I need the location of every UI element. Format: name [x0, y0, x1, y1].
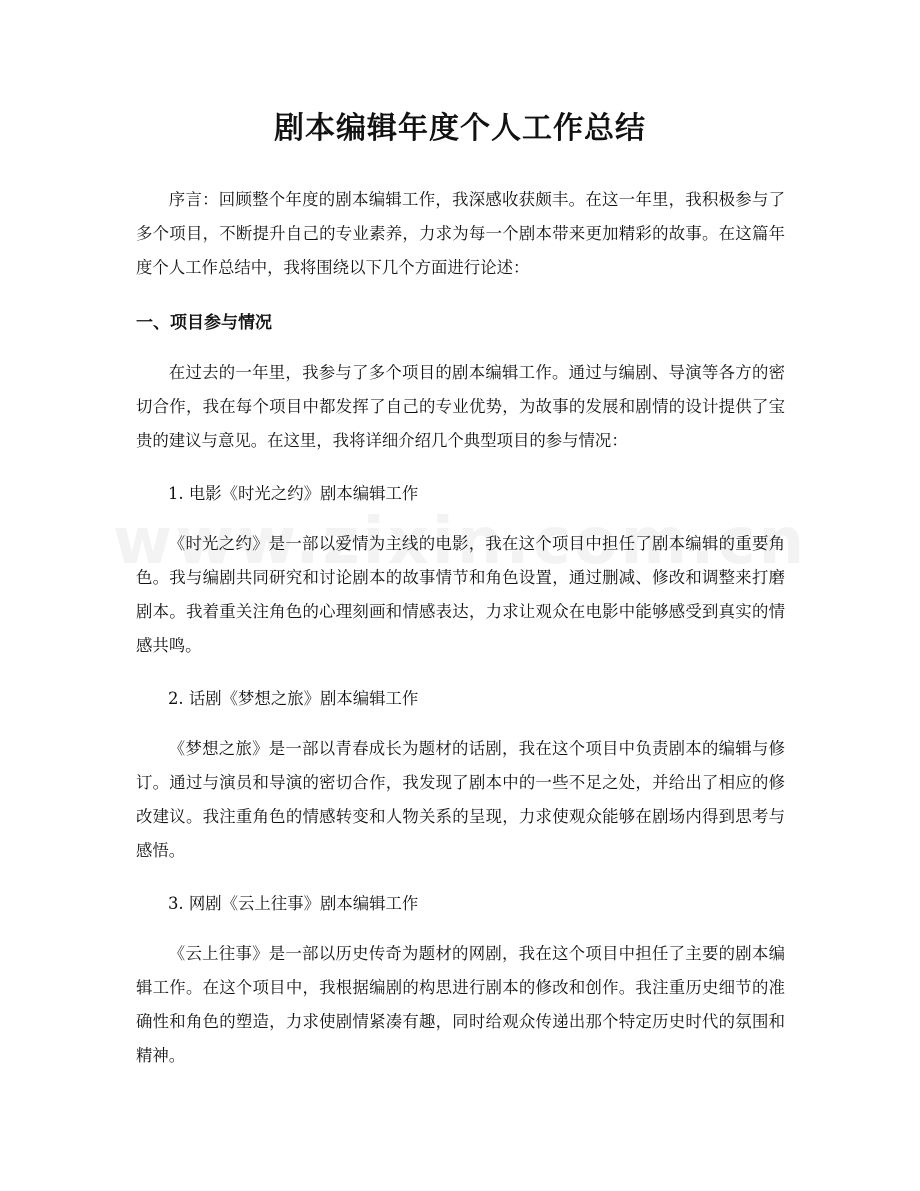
item-heading: 1. 电影《时光之约》剧本编辑工作 — [168, 484, 419, 503]
item-2-heading-block — [136, 682, 785, 716]
item-3-body-block — [136, 937, 785, 1073]
item-heading: 2. 话剧《梦想之旅》剧本编辑工作 — [168, 689, 419, 708]
item-paragraph: 《云上往事》是一部以历史传奇为题材的网剧，我在这个项目中担任了主要的剧本编辑工作。在这个项目中，我根据编剧的构思进行剧本的修改和创作。我注重历史细节的准确性和角色的塑造，力求使剧情紧凑有趣，同时给观众传递出那个特定历史时代的氛围和精神。 — [136, 944, 785, 1065]
page-title: 剧本编辑年度个人工作总结 — [274, 111, 646, 146]
intro-paragraph: 序言：回顾整个年度的剧本编辑工作，我深感收获颇丰。在这一年里，我积极参与了多个项目，不断提升自己的专业素养，力求为每一个剧本带来更加精彩的故事。在这篇年度个人工作总结中，我将围绕以下几个方面进行论述： — [136, 190, 785, 277]
item-1-heading-block — [136, 477, 785, 511]
intro-block — [136, 183, 785, 285]
item-2-body-block — [136, 732, 785, 868]
section-heading: 一、项目参与情况 — [136, 313, 272, 333]
item-1-body-block — [136, 527, 785, 663]
item-3-heading-block — [136, 887, 785, 921]
item-paragraph: 《梦想之旅》是一部以青春成长为题材的话剧，我在这个项目中负责剧本的编辑与修订。通过与演员和导演的密切合作，我发现了剧本中的一些不足之处，并给出了相应的修改建议。我注重角色的情感转变和人物关系的呈现，力求使观众能够在剧场内得到思考与感悟。 — [136, 739, 785, 860]
section-1-body — [136, 356, 785, 458]
item-paragraph: 《时光之约》是一部以爱情为主线的电影，我在这个项目中担任了剧本编辑的重要角色。我与编剧共同研究和讨论剧本的故事情节和角色设置，通过删减、修改和调整来打磨剧本。我着重关注角色的心理刻画和情感表达，力求让观众在电影中能够感受到真实的情感共鸣。 — [136, 534, 785, 655]
section-paragraph: 在过去的一年里，我参与了多个项目的剧本编辑工作。通过与编剧、导演等各方的密切合作，我在每个项目中都发挥了自己的专业优势，为故事的发展和剧情的设计提供了宝贵的建议与意见。在这里，我将详细介绍几个典型项目的参与情况： — [136, 363, 785, 450]
item-heading: 3. 网剧《云上往事》剧本编辑工作 — [168, 894, 419, 913]
section-1-heading-block — [136, 306, 785, 340]
